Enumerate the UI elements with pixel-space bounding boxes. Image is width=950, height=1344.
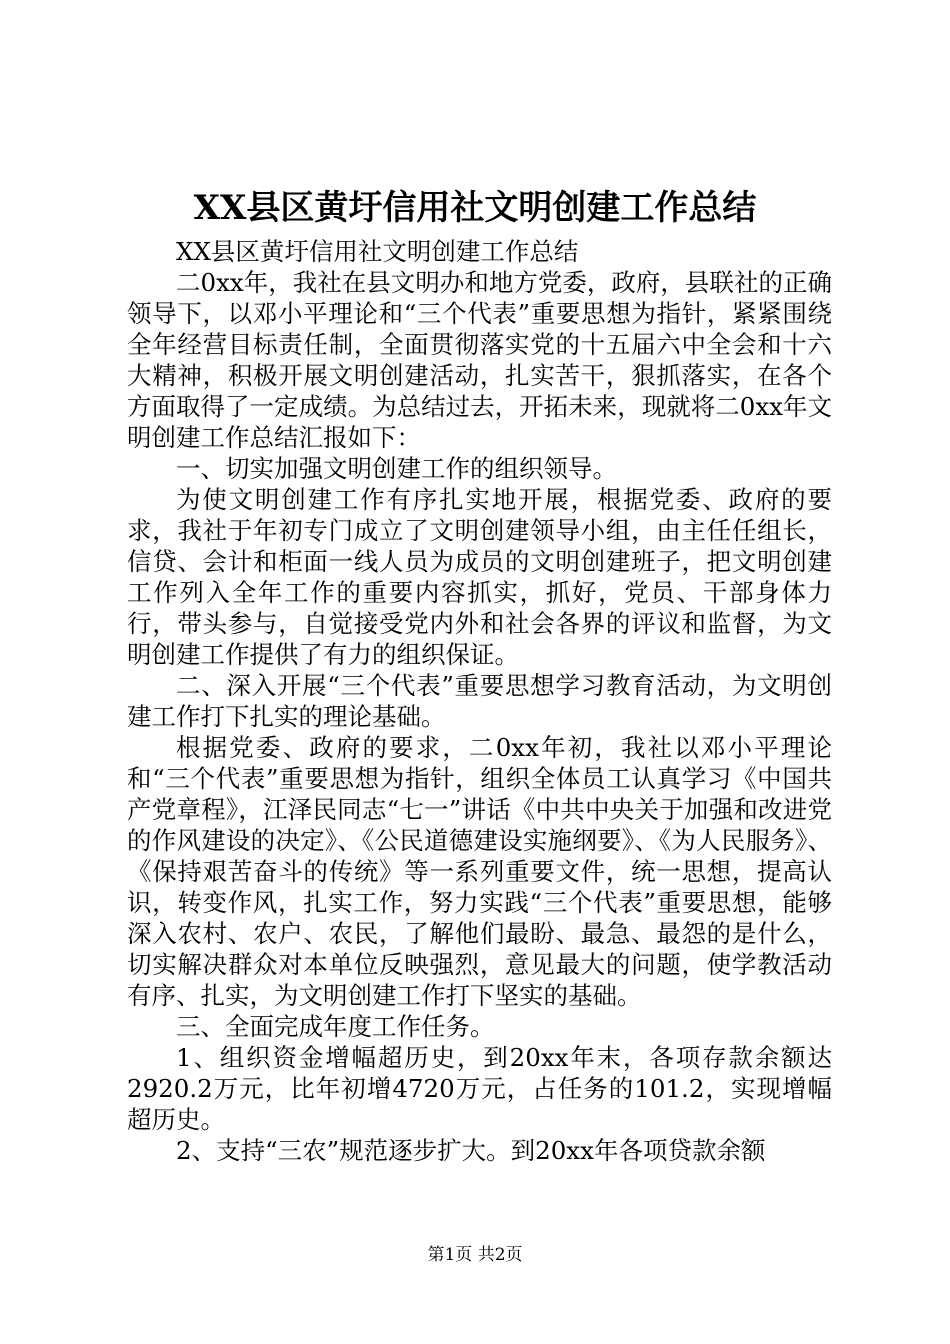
section-3-item-1: 1、组织资金增幅超历史，到20xx年末，各项存款余额达2920.2万元，比年初增4720万元，占任务的101.2，实现增幅超历史。	[127, 1043, 832, 1134]
section-heading-3: 三、全面完成年度工作任务。	[176, 1012, 495, 1041]
page-footer: 第1页 共2页	[427, 1245, 523, 1265]
section-heading-2: 二、深入开展“三个代表”重要思想学习教育活动，为文明创建工作打下扎实的理论基础。	[127, 671, 832, 731]
section-1-paragraph: 为使文明创建工作有序扎实地开展，根据党委、政府的要求，我社于年初专门成立了文明创建领导小组，由主任任组长，信贷、会计和柜面一线人员为成员的文明创建班子，把文明创建工作列入全年工作的重要内容抓实，抓好，党员、干部身体力行，带头参与，自觉接受党内外和社会各界的评议和监督，为文明创建工作提供了有力的组织保证。	[127, 485, 832, 669]
intro-paragraph: 二0xx年，我社在县文明办和地方党委，政府，县联社的正确领导下，以邓小平理论和“三个代表”重要思想为指针，紧紧围绕全年经营目标责任制，全面贯彻落实党的十五届六中全会和十六大精神，积极开展文明创建活动，扎实苦干，狠抓落实，在各个方面取得了一定成绩。为总结过去，开拓未来，现就将二0xx年文明创建工作总结汇报如下：	[127, 268, 832, 452]
document-body	[127, 236, 832, 1166]
document-title: XX县区黄圩信用社文明创建工作总结	[193, 188, 757, 228]
subtitle-paragraph: XX县区黄圩信用社文明创建工作总结	[176, 237, 579, 266]
section-2-paragraph: 根据党委、政府的要求，二0xx年初，我社以邓小平理论和“三个代表”重要思想为指针，组织全体员工认真学习《中国共产党章程》，江泽民同志“七一”讲话《中共中央关于加强和改进党的作风建设的决定》、《公民道德建设实施纲要》、《为人民服务》、《保持艰苦奋斗的传统》等一系列重要文件，统一思想，提高认识，转变作风，扎实工作，努力实践“三个代表”重要思想，能够深入农村、农户、农民，了解他们最盼、最急、最怨的是什么，切实解决群众对本单位反映强烈，意见最大的问题，使学教活动有序、扎实，为文明创建工作打下坚实的基础。	[127, 733, 832, 1010]
section-heading-1: 一、切实加强文明创建工作的组织领导。	[176, 454, 617, 483]
section-3-item-2: 2、支持“三农”规范逐步扩大。到20xx年各项贷款余额	[176, 1136, 766, 1165]
